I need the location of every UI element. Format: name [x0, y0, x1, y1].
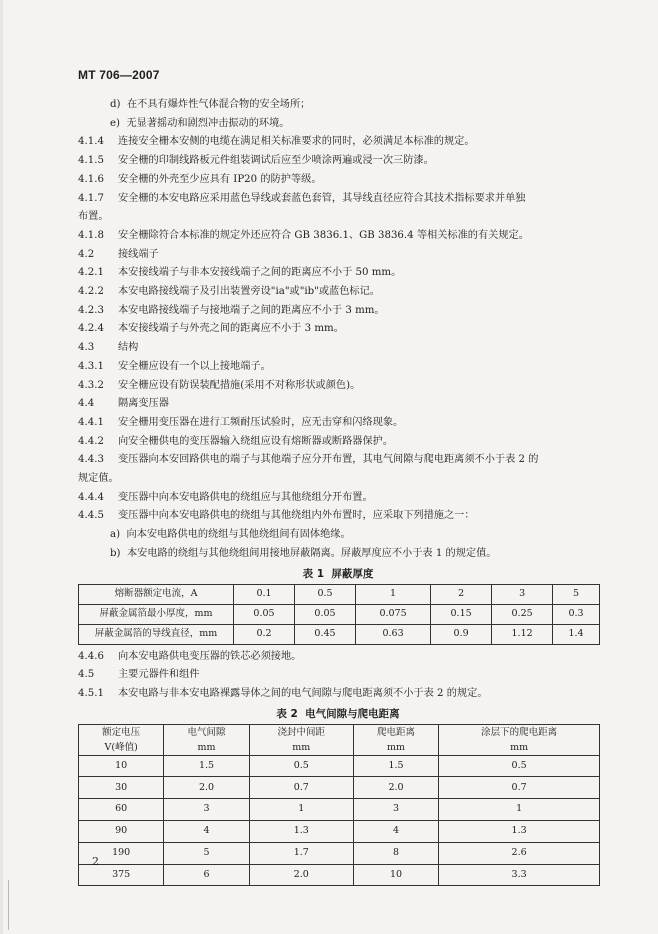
- clause-text: 结构: [118, 342, 139, 354]
- clause-continuation: 布置。: [78, 211, 109, 223]
- table-row: [79, 624, 600, 644]
- table-cell: 0.25: [492, 604, 553, 624]
- table-cell: 2: [431, 584, 492, 604]
- clause-number: 4.2.4: [78, 323, 104, 335]
- table-cell: 1.12: [492, 624, 553, 644]
- table-cell: 2.0: [164, 777, 249, 799]
- table-cell: 1.5: [353, 755, 438, 777]
- clause-text: 变压器中向本安电路供电的绕组应与其他绕组分开布置。: [118, 491, 373, 503]
- scan-edge: [0, 0, 3, 934]
- table-cell: 10: [79, 755, 164, 777]
- clause-text: 安全栅的本安电路应采用蓝色导线或套蓝色套管，其导线直径应符合其技术指标要求并单独: [118, 192, 526, 204]
- paragraph-line: [78, 451, 598, 470]
- clause-number: 4.2.1: [78, 267, 104, 279]
- page-number: 2: [92, 855, 99, 868]
- clause-number: 4.5.1: [78, 687, 104, 699]
- clause-number: 4.4.3: [78, 454, 104, 466]
- paragraph-line: [78, 526, 598, 545]
- clause-number: 4.2.3: [78, 304, 104, 316]
- clause-text: 本安电路接线端子及引出装置旁设"ia"或"ib"或蓝色标记。: [118, 286, 380, 298]
- table-cell: 2.0: [249, 864, 353, 886]
- scan-artifact: [8, 880, 9, 930]
- clause-text: 向安全栅供电的变压器输入绕组应设有熔断器或断路器保护。: [118, 435, 394, 447]
- table-cell: 0.7: [439, 777, 600, 799]
- table-cell: 0.15: [431, 604, 492, 624]
- clause-text: 本安电路与非本安电路裸露导体之间的电气间隙与爬电距离须不小于表 2 的规定。: [118, 687, 488, 699]
- table-cell: 0.5: [295, 584, 356, 604]
- column-unit: mm: [353, 741, 438, 756]
- table1-shield-thickness: [78, 584, 600, 645]
- table-cell: 1.7: [249, 842, 353, 864]
- clause-text: d) 在不具有爆炸性气体混合物的安全场所；: [110, 99, 311, 110]
- table-cell: 0.45: [295, 624, 356, 644]
- paragraph-line: [78, 320, 598, 339]
- document-body: [78, 96, 598, 886]
- clause-number: 4.4.2: [78, 435, 104, 447]
- table-cell: 0.05: [295, 604, 356, 624]
- clause-text: 隔离变压器: [118, 398, 169, 410]
- table-cell: 90: [79, 821, 164, 843]
- column-unit: mm: [249, 741, 353, 756]
- paragraph-line: [78, 545, 598, 564]
- paragraph-line: [78, 377, 598, 396]
- clause-number: 4.1.8: [78, 229, 104, 241]
- table-cell: 0.9: [431, 624, 492, 644]
- clause-number: 4.1.7: [78, 192, 104, 204]
- table-cell: 10: [353, 864, 438, 886]
- table-row: [79, 821, 600, 843]
- column-unit: V(峰值): [79, 741, 164, 756]
- paragraph-line: [78, 358, 598, 377]
- clause-number: 4.4.5: [78, 510, 104, 522]
- table-cell: 0.5: [249, 755, 353, 777]
- paragraph-line: [78, 648, 598, 667]
- table2-clearance-creepage: [78, 724, 600, 887]
- paragraph-line: [78, 96, 598, 115]
- paragraph-line: [78, 507, 598, 526]
- table-row: [79, 799, 600, 821]
- clause-text: 连接安全栅本安侧的电缆在满足相关标准要求的同时，必须满足本标准的规定。: [118, 136, 475, 148]
- table-cell: 4: [164, 821, 249, 843]
- clause-number: 4.1.4: [78, 136, 104, 148]
- paragraph-line: [78, 414, 598, 433]
- table-cell: 0.075: [356, 604, 431, 624]
- column-header: 电气间隙: [164, 724, 249, 741]
- table-cell: 1.3: [439, 821, 600, 843]
- clause-number: 4.3.2: [78, 379, 104, 391]
- clause-text: 接线端子: [118, 248, 159, 260]
- table-cell: 1: [439, 799, 600, 821]
- table-cell: 3.3: [439, 864, 600, 886]
- table-cell: 0.5: [439, 755, 600, 777]
- clause-text: 安全栅用变压器在进行工频耐压试验时，应无击穿和闪络现象。: [118, 416, 404, 428]
- clause-text: 安全栅除符合本标准的规定外还应符合 GB 3836.1、GB 3836.4 等相关标准的有关规定。: [118, 229, 529, 241]
- table-cell: 0.7: [249, 777, 353, 799]
- document-code: MT 706—2007: [78, 68, 160, 82]
- clause-number: 4.3.1: [78, 360, 104, 372]
- column-header: 额定电压: [79, 724, 164, 741]
- row-label: 熔断器额定电流，A: [79, 584, 234, 604]
- clause-text: a) 向本安电路供电的绕组与其他绕组间有固体绝缘。: [110, 529, 351, 541]
- table1-caption: 表 1 屏蔽厚度: [302, 567, 374, 580]
- table-cell: 60: [79, 799, 164, 821]
- clause-number: 4.5: [78, 669, 95, 681]
- clause-continuation: 规定值。: [78, 473, 119, 485]
- paragraph-list: [78, 96, 598, 564]
- clause-number: 4.1.6: [78, 173, 104, 185]
- clause-text: b) 本安电路的绕组与其他绕组间用接地屏蔽隔离。屏蔽厚度应不小于表 1 的规定值。: [110, 547, 497, 559]
- table-cell: 5: [553, 584, 600, 604]
- paragraph-line: [78, 666, 598, 685]
- table-cell: 0.3: [553, 604, 600, 624]
- paragraph-line: [78, 190, 598, 209]
- table-cell: 1.3: [249, 821, 353, 843]
- paragraph-line: [78, 489, 598, 508]
- paragraph-line: [78, 171, 598, 190]
- table-cell: 375: [79, 864, 164, 886]
- row-label: 屏蔽金属箔最小厚度，mm: [79, 604, 234, 624]
- clause-number: 4.4: [78, 398, 95, 410]
- table-cell: 1: [356, 584, 431, 604]
- table-cell: 0.63: [356, 624, 431, 644]
- table-cell: 8: [353, 842, 438, 864]
- table-cell: 190: [79, 842, 164, 864]
- paragraph-line: [78, 339, 598, 358]
- table-cell: 1.5: [164, 755, 249, 777]
- table-cell: 2.0: [353, 777, 438, 799]
- table-cell: 30: [79, 777, 164, 799]
- paragraph-line: [78, 302, 598, 321]
- table-row: [79, 842, 600, 864]
- clause-number: 4.4.1: [78, 416, 104, 428]
- table-cell: 3: [353, 799, 438, 821]
- table-row: [79, 777, 600, 799]
- paragraph-line: [78, 246, 598, 265]
- clause-text: 主要元器件和组件: [118, 669, 200, 681]
- table-cell: 4: [353, 821, 438, 843]
- clause-text: 安全栅应设有一个以上接地端子。: [118, 360, 271, 372]
- clause-text: 向本安电路供电变压器的铁芯必须接地。: [118, 650, 302, 662]
- paragraph-line: [78, 685, 598, 704]
- table-cell: 0.2: [234, 624, 295, 644]
- paragraph-line: [78, 152, 598, 171]
- table-row: [79, 755, 600, 777]
- column-header: 浇封中间距: [249, 724, 353, 741]
- clause-number: 4.3: [78, 342, 95, 354]
- clause-number: 4.4.4: [78, 491, 104, 503]
- table-cell: 3: [492, 584, 553, 604]
- clause-text: e) 无显著摇动和剧烈冲击振动的环境。: [110, 117, 290, 129]
- clause-text: 变压器向本安回路供电的端子与其他端子应分开布置，其电气间隙与爬电距离须不小于表 2 的: [118, 454, 539, 466]
- table-cell: 2.6: [439, 842, 600, 864]
- column-header: 爬电距离: [353, 724, 438, 741]
- column-header: 涂层下的爬电距离: [439, 724, 600, 741]
- paragraph-line: [78, 283, 598, 302]
- table-cell: 6: [164, 864, 249, 886]
- paragraph-line: [78, 264, 598, 283]
- clause-number: 4.2.2: [78, 286, 104, 298]
- clause-number: 4.2: [78, 248, 95, 260]
- paragraph-list-2: [78, 648, 598, 704]
- table-cell: 0.1: [234, 584, 295, 604]
- clause-text: 安全栅的印制线路板元件组装调试后应至少喷涂两遍或浸一次三防漆。: [118, 155, 434, 167]
- paragraph-line: [78, 227, 598, 246]
- table-row: [79, 864, 600, 886]
- table-cell: 1: [249, 799, 353, 821]
- clause-number: 4.4.6: [78, 650, 104, 662]
- column-unit: mm: [439, 741, 600, 756]
- paragraph-line: [78, 133, 598, 152]
- column-unit: mm: [164, 741, 249, 756]
- table-row: [79, 584, 600, 604]
- table-row: [79, 604, 600, 624]
- clause-text: 安全栅应设有防误装配措施(采用不对称形状或颜色)。: [118, 379, 361, 391]
- table-cell: 0.05: [234, 604, 295, 624]
- clause-number: 4.1.5: [78, 155, 104, 167]
- paragraph-line: [78, 395, 598, 414]
- row-label: 屏蔽金属箔的导线直径，mm: [79, 624, 234, 644]
- clause-text: 本安接线端子与外壳之间的距离应不小于 3 mm。: [118, 323, 344, 335]
- paragraph-line: [78, 115, 598, 134]
- clause-text: 本安电路接线端子与接地端子之间的距离应不小于 3 mm。: [118, 304, 385, 316]
- clause-text: 本安接线端子与非本安接线端子之间的距离应不小于 50 mm。: [118, 267, 402, 279]
- table-cell: 5: [164, 842, 249, 864]
- paragraph-line: [78, 433, 598, 452]
- clause-text: 安全栅的外壳至少应具有 IP20 的防护等级。: [118, 173, 322, 185]
- table-cell: 1.4: [553, 624, 600, 644]
- table2-caption: 表 2 电气间隙与爬电距离: [276, 707, 400, 720]
- table-cell: 3: [164, 799, 249, 821]
- clause-text: 变压器中向本安电路供电的绕组与其他绕组内外布置时，应采取下列措施之一：: [118, 510, 475, 522]
